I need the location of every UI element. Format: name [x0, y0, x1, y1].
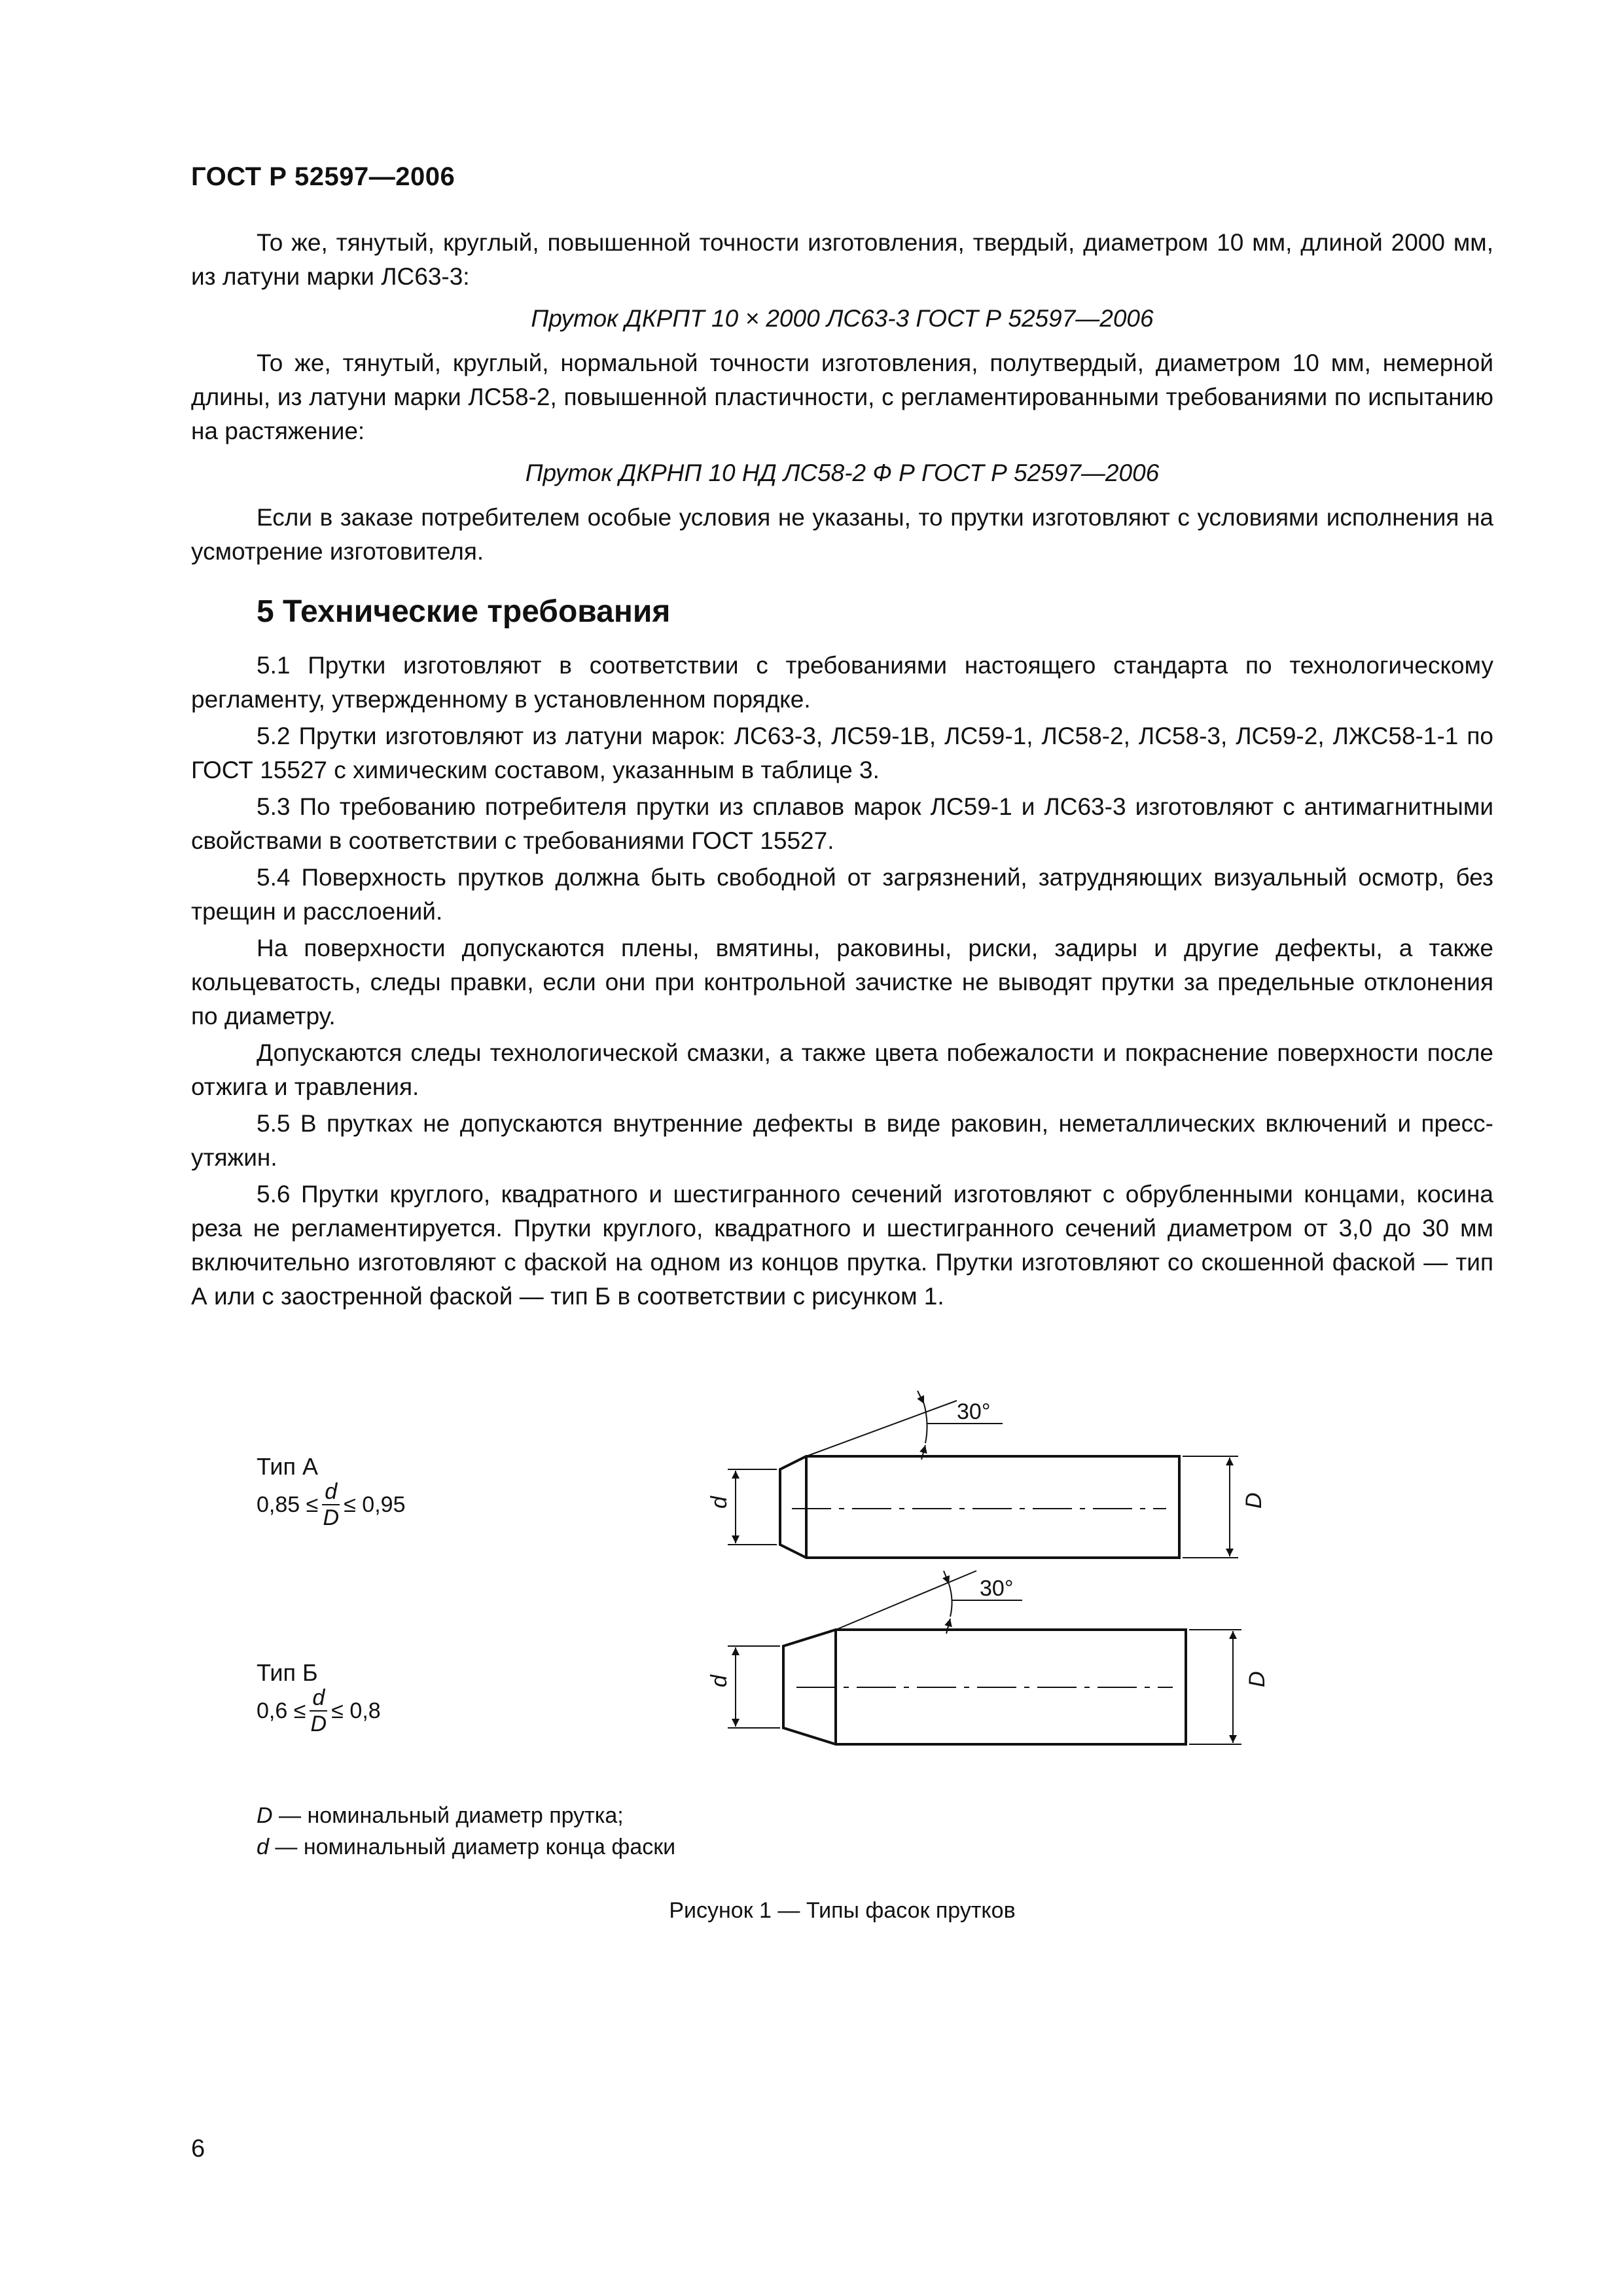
formula-high: ≤ 0,8	[331, 1698, 381, 1723]
fraction-numerator: d	[310, 1685, 327, 1712]
legend-item: d — номинальный диаметр конца фаски	[257, 1835, 676, 1859]
paragraph-5-6: 5.6 Прутки круглого, квадратного и шестигранного сечений изготовляют с обрубленными концами, косина реза не регламентируется. Прутки круглого, квадратного и шестигранного сечений диаметром от 3,0 до 30 мм включительно изготовляют с фаской на одном из концов прутка. Прутки изготовляют со скошенной фаской — тип А или с заостренной фаской — тип Б в соответствии с рисунком 1.	[191, 1181, 1493, 1310]
type-a-angle-label: 30°	[957, 1399, 991, 1424]
paragraph-5-4: 5.4 Поверхность прутков должна быть свободной от загрязнений, затрудняющих визуальный осмотр, без трещин и расслоений.	[191, 864, 1493, 925]
designation-example: Пруток ДКРНП 10 НД ЛС58-2 Ф Р ГОСТ Р 52597—2006	[525, 459, 1160, 486]
paragraph-5-3: 5.3 По требованию потребителя прутки из сплавов марок ЛС59-1 и ЛС63-3 изготовляют с антимагнитными свойствами в соответствии с требованиями ГОСТ 15527.	[191, 793, 1493, 854]
type-b-angle-label: 30°	[980, 1576, 1014, 1601]
paragraph-5-2: 5.2 Прутки изготовляют из латуни марок: ЛС63-3, ЛС59-1В, ЛС59-1, ЛС58-2, ЛС58-3, ЛС59-2, ЛЖС58-1-1 по ГОСТ 15527 с химическим составом, указанным в таблице 3.	[191, 723, 1493, 783]
chamfer-drawing	[191, 1388, 1493, 1977]
formula-high: ≤ 0,95	[344, 1492, 406, 1517]
fraction-denominator: D	[310, 1712, 327, 1736]
figure-caption: Рисунок 1 — Типы фасок прутков	[669, 1898, 1016, 1923]
type-b-d-label: d	[707, 1675, 732, 1687]
document-code-header: ГОСТ Р 52597—2006	[191, 162, 455, 191]
type-a-d-label: d	[707, 1496, 732, 1509]
paragraph: Допускаются следы технологической смазки, а также цвета побежалости и покраснение поверхности после отжига и травления.	[191, 1039, 1493, 1100]
type-b-D-label: D	[1245, 1671, 1270, 1687]
paragraph-5-1: 5.1 Прутки изготовляют в соответствии с требованиями настоящего стандарта по технологическому регламенту, утвержденному в установленном порядке.	[191, 652, 1493, 713]
page-number: 6	[191, 2135, 205, 2162]
figure-chamfer-types	[191, 1388, 1493, 1977]
type-b-label: Тип Б	[257, 1659, 318, 1686]
document-body	[191, 226, 1493, 1314]
figure-legend	[257, 1800, 675, 1863]
paragraph: То же, тянутый, круглый, повышенной точности изготовления, твердый, диаметром 10 мм, длиной 2000 мм, из латуни марки ЛС63-3:	[191, 229, 1493, 290]
paragraph: Если в заказе потребителем особые условия не указаны, то прутки изготовляют с условиями исполнения на усмотрение изготовителя.	[191, 504, 1493, 565]
formula-low: 0,6 ≤	[257, 1698, 306, 1723]
paragraph: То же, тянутый, круглый, нормальной точности изготовления, полутвердый, диаметром 10 мм, немерной длины, из латуни марки ЛС58-2, повышенной пластичности, с регламентированными требованиями по испытанию на растяжение:	[191, 350, 1493, 444]
fraction-denominator: D	[323, 1505, 340, 1530]
designation-example: Пруток ДКРПТ 10 × 2000 ЛС63-3 ГОСТ Р 52597—2006	[531, 305, 1154, 332]
formula-low: 0,85 ≤	[257, 1492, 319, 1517]
paragraph: На поверхности допускаются плены, вмятины, раковины, риски, задиры и другие дефекты, а также кольцеватость, следы правки, если они при контрольной зачистке не выводят прутки за предельные отклонения по диаметру.	[191, 935, 1493, 1030]
fraction-numerator: d	[322, 1479, 340, 1505]
type-a-D-label: D	[1241, 1492, 1266, 1509]
type-a-label: Тип А	[257, 1453, 319, 1480]
paragraph-5-5: 5.5 В прутках не допускаются внутренние дефекты в виде раковин, неметаллических включений и пресс-утяжин.	[191, 1110, 1493, 1171]
legend-item: D — номинальный диаметр прутка;	[257, 1803, 624, 1828]
section-title: 5 Технические требования	[257, 594, 671, 629]
